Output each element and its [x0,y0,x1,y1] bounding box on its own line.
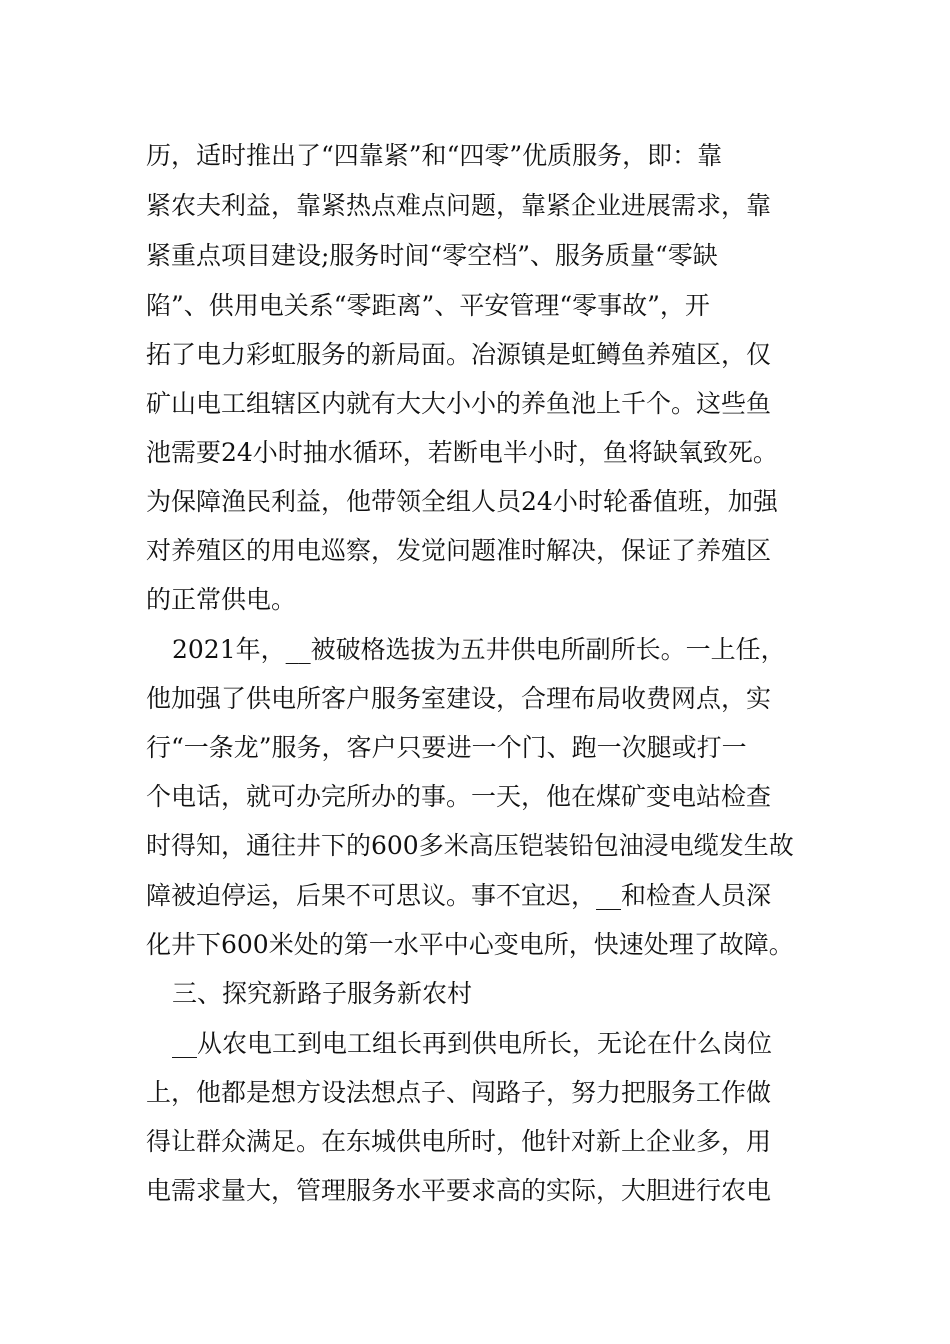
text-line: 对养殖区的用电巡察，发觉问题准时解决，保证了养殖区 [146,536,772,565]
paragraph-start-line: __从农电工到电工组长再到供电所长，无论在什么岗位 [172,1029,773,1058]
text-line: 他加强了供电所客户服务室建设，合理布局收费网点，实 [146,684,772,713]
paragraph-start-line: 2021年，__被破格选拔为五井供电所副所长。一上任， [172,635,786,664]
text-line: 紧农夫利益，靠紧热点难点问题，靠紧企业进展需求，靠 [146,191,772,220]
text-line: 个电话，就可办完所办的事。一天，他在煤矿变电站检查 [146,782,772,811]
text-line: 池需要24小时抽水循环，若断电半小时，鱼将缺氧致死。 [146,438,778,467]
text-line: 的正常供电。 [146,585,297,614]
text-line: 化井下600米处的第一水平中心变电所，快速处理了故障。 [146,930,794,959]
text-line: 障被迫停运，后果不可思议。事不宜迟，__和检查人员深 [146,881,772,910]
text-line: 紧重点项目建设;服务时间“零空档”、服务质量“零缺 [146,241,718,270]
text-line: 时得知，通往井下的600多米高压铠装铅包油浸电缆发生故 [146,831,794,860]
section-heading: 三、探究新路子服务新农村 [172,979,473,1008]
text-line: 得让群众满足。在东城供电所时，他针对新上企业多，用 [146,1127,772,1156]
text-line: 上，他都是想方设法想点子、闯路子，努力把服务工作做 [146,1078,772,1107]
text-line: 行“一条龙”服务，客户只要进一个门、跑一次腿或打一 [146,733,747,762]
text-line: 拓了电力彩虹服务的新局面。冶源镇是虹鳟鱼养殖区，仅 [146,340,772,369]
text-line: 矿山电工组辖区内就有大大小小的养鱼池上千个。这些鱼 [146,389,772,418]
text-line: 历，适时推出了“四靠紧”和“四零”优质服务，即：靠 [146,141,723,170]
text-line: 陷”、供用电关系“零距离”、平安管理“零事故”，开 [146,291,710,320]
text-line: 电需求量大，管理服务水平要求高的实际，大胆进行农电 [146,1176,772,1205]
text-line: 为保障渔民利益，他带领全组人员24小时轮番值班，加强 [146,487,778,516]
